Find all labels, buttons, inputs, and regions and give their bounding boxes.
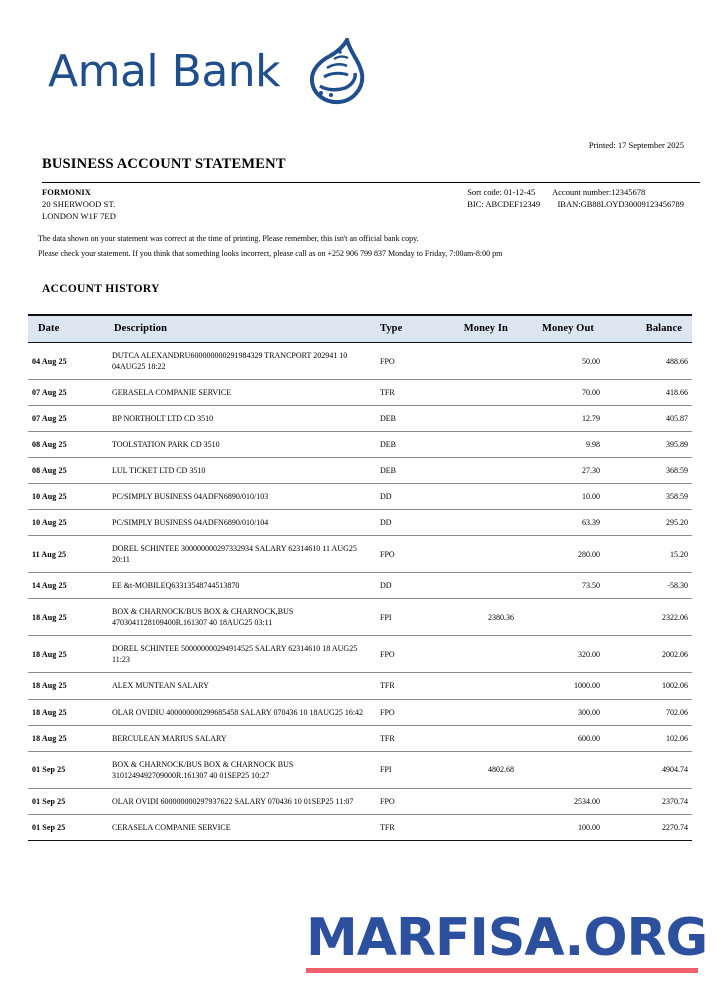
cell-description: BOX & CHARNOCK/BUS BOX & CHARNOCK BUS 3101249492709000R.161307 40 01SEP25 10:27	[108, 751, 376, 788]
cell-date: 01 Sep 25	[28, 814, 108, 840]
cell-balance: 2270.74	[604, 814, 692, 840]
cell-money-out: 280.00	[518, 536, 604, 573]
cell-date: 08 Aug 25	[28, 458, 108, 484]
cell-money-out: 1000.00	[518, 673, 604, 699]
cell-money-in	[432, 573, 518, 599]
cell-date: 07 Aug 25	[28, 380, 108, 406]
table-row	[28, 406, 692, 432]
cell-description: CERASELA COMPANIE SERVICE	[108, 814, 376, 840]
table-row	[28, 814, 692, 840]
cell-type: TFR	[376, 725, 432, 751]
cell-description: DOREL SCHINTEE 500000000294914525 SALARY 62314610 18 AUG25 11:23	[108, 636, 376, 673]
column-header-balance: Balance	[604, 315, 692, 343]
disclaimer-line-1: The data shown on your statement was correct at the time of printing. Please remember, this isn't an official bank copy.	[38, 234, 419, 243]
disclaimer-line-2: Please check your statement. If you think that something looks incorrect, please call as on +252 906 799 837 Monday to Friday, 7:00am-8:00 pm	[38, 248, 503, 258]
disclaimer-text	[38, 232, 696, 262]
cell-date: 10 Aug 25	[28, 484, 108, 510]
cell-description: PC/SIMPLY BUSINESS 04ADFN6890/010/104	[108, 510, 376, 536]
cell-money-in	[432, 788, 518, 814]
bic-label: BIC:	[467, 199, 484, 210]
cell-type: DD	[376, 484, 432, 510]
bank-logo	[48, 36, 368, 108]
cell-money-in	[432, 725, 518, 751]
cell-money-out: 73.50	[518, 573, 604, 599]
cell-money-out: 70.00	[518, 380, 604, 406]
cell-type: DD	[376, 510, 432, 536]
cell-description: EE &t-MOBILEQ63313548744513870	[108, 573, 376, 599]
cell-description: TOOLSTATION PARK CD 3510	[108, 432, 376, 458]
cell-money-in	[432, 673, 518, 699]
cell-money-in	[432, 380, 518, 406]
cell-money-out	[518, 751, 604, 788]
iban-label: IBAN:	[557, 199, 581, 210]
column-header-date: Date	[28, 315, 108, 343]
cell-balance: 102.06	[604, 725, 692, 751]
account-number-label: Account number:	[551, 187, 612, 197]
cell-description: BOX & CHARNOCK/BUS BOX & CHARNOCK,BUS 4703041128109400R.161307 40 18AUG25 03:11	[108, 599, 376, 636]
cell-money-in	[432, 699, 518, 725]
cell-balance: 2002.06	[604, 636, 692, 673]
cell-type: FPO	[376, 343, 432, 380]
bic-value: ABCDEF12349	[485, 199, 541, 210]
cell-date: 18 Aug 25	[28, 599, 108, 636]
cell-type: DEB	[376, 432, 432, 458]
column-header-type: Type	[376, 315, 432, 343]
cell-description: DOREL SCHINTEE 300000000297332934 SALARY 62314610 11 AUG25 20:11	[108, 536, 376, 573]
cell-description: BERCULEAN MARIUS SALARY	[108, 725, 376, 751]
table-row	[28, 725, 692, 751]
cell-type: FPO	[376, 636, 432, 673]
cell-money-in	[432, 536, 518, 573]
account-details-block	[42, 182, 700, 222]
cell-money-in	[432, 510, 518, 536]
cell-description: OLAR OVIDI 600000000297937622 SALARY 070436 10 01SEP25 11:07	[108, 788, 376, 814]
cell-date: 04 Aug 25	[28, 343, 108, 380]
cell-money-in	[432, 432, 518, 458]
cell-balance: 395.89	[604, 432, 692, 458]
column-header-money-out: Money Out	[518, 315, 604, 343]
account-number-value: 12345678	[611, 187, 646, 197]
cell-date: 01 Sep 25	[28, 751, 108, 788]
cell-date: 18 Aug 25	[28, 699, 108, 725]
cell-money-in: 4802.68	[432, 751, 518, 788]
cell-type: DEB	[376, 458, 432, 484]
cell-description: OLAR OVIDIU 400000000299685458 SALARY 070436 10 18AUG25 16:42	[108, 699, 376, 725]
cell-money-out: 50.00	[518, 343, 604, 380]
iban-value: GB88LOYD30009123456789	[580, 199, 684, 210]
cell-money-in	[432, 484, 518, 510]
cell-type: FPI	[376, 751, 432, 788]
cell-money-out: 12.79	[518, 406, 604, 432]
cell-date: 08 Aug 25	[28, 432, 108, 458]
cell-money-out: 100.00	[518, 814, 604, 840]
table-row	[28, 788, 692, 814]
cell-money-out: 27.30	[518, 458, 604, 484]
table-row	[28, 510, 692, 536]
table-row	[28, 458, 692, 484]
table-row	[28, 343, 692, 380]
cell-date: 14 Aug 25	[28, 573, 108, 599]
cell-date: 01 Sep 25	[28, 788, 108, 814]
cell-money-out: 320.00	[518, 636, 604, 673]
cell-balance: 4904.74	[604, 751, 692, 788]
cell-type: DEB	[376, 406, 432, 432]
cell-date: 07 Aug 25	[28, 406, 108, 432]
bank-name: Amal Bank	[48, 46, 281, 97]
watermark-text: MARFISA.ORG	[306, 908, 708, 968]
cell-type: TFR	[376, 380, 432, 406]
account-identifiers	[467, 186, 684, 222]
cell-money-out: 600.00	[518, 725, 604, 751]
cell-money-out: 2534.00	[518, 788, 604, 814]
table-row	[28, 573, 692, 599]
account-history-heading: ACCOUNT HISTORY	[42, 283, 160, 295]
table-row	[28, 673, 692, 699]
table-header	[28, 315, 692, 343]
cell-money-in	[432, 636, 518, 673]
page-title: BUSINESS ACCOUNT STATEMENT	[42, 156, 286, 172]
cell-balance: 15.20	[604, 536, 692, 573]
cell-date: 11 Aug 25	[28, 536, 108, 573]
cell-money-in	[432, 406, 518, 432]
cell-balance: -58.30	[604, 573, 692, 599]
cell-balance: 405.87	[604, 406, 692, 432]
cell-description: GERASELA COMPANIE SERVICE	[108, 380, 376, 406]
cell-money-in: 2380.36	[432, 599, 518, 636]
cell-money-in	[432, 814, 518, 840]
cell-date: 18 Aug 25	[28, 725, 108, 751]
table-body	[28, 343, 692, 841]
watermark	[306, 908, 708, 973]
cell-type: FPO	[376, 788, 432, 814]
cell-balance: 295.20	[604, 510, 692, 536]
cell-description: BP NORTHOLT LTD CD 3510	[108, 406, 376, 432]
cell-description: DUTCA ALEXANDRU600000000291984329 TRANCPORT 202941 10 04AUG25 18:22	[108, 343, 376, 380]
table-header-row	[28, 315, 692, 343]
cell-balance: 368.59	[604, 458, 692, 484]
account-holder-name: FORMONIX	[42, 187, 91, 197]
cell-type: DD	[376, 573, 432, 599]
cell-money-in	[432, 343, 518, 380]
cell-balance: 488.66	[604, 343, 692, 380]
sort-code-label: Sort code:	[467, 187, 502, 197]
table-row	[28, 599, 692, 636]
cell-description: ALEX MUNTEAN SALARY	[108, 673, 376, 699]
cell-money-in	[432, 458, 518, 484]
cell-date: 18 Aug 25	[28, 673, 108, 699]
table-row	[28, 536, 692, 573]
cell-money-out: 9.98	[518, 432, 604, 458]
cell-balance: 2322.06	[604, 599, 692, 636]
column-header-money-in: Money In	[432, 315, 518, 343]
cell-balance: 2370.74	[604, 788, 692, 814]
cell-date: 10 Aug 25	[28, 510, 108, 536]
cell-balance: 418.66	[604, 380, 692, 406]
table-row	[28, 699, 692, 725]
account-history-table-wrapper	[28, 314, 692, 841]
table-row	[28, 432, 692, 458]
cell-type: TFR	[376, 673, 432, 699]
account-history-table	[28, 314, 692, 841]
cell-money-out: 300.00	[518, 699, 604, 725]
cell-type: TFR	[376, 814, 432, 840]
address-line-1: 20 SHERWOOD ST.	[42, 199, 116, 210]
column-header-description: Description	[108, 315, 376, 343]
printed-date: Printed: 17 September 2025	[588, 140, 684, 150]
cell-balance: 1002.06	[604, 673, 692, 699]
cell-balance: 358.59	[604, 484, 692, 510]
sort-code-and-account-number	[467, 186, 684, 198]
cell-description: LUL TICKET LTD CD 3510	[108, 458, 376, 484]
cell-type: FPO	[376, 536, 432, 573]
watermark-rule	[306, 968, 698, 973]
account-holder-address	[42, 186, 116, 222]
sort-code-value: 01-12-45	[504, 187, 536, 197]
cell-date: 18 Aug 25	[28, 636, 108, 673]
cell-balance: 702.06	[604, 699, 692, 725]
cell-money-out: 10.00	[518, 484, 604, 510]
cell-money-out	[518, 599, 604, 636]
arabic-calligraphy-emblem-icon	[290, 38, 368, 106]
table-row	[28, 751, 692, 788]
bic-and-iban	[467, 198, 684, 210]
cell-money-out: 63.39	[518, 510, 604, 536]
cell-type: FPI	[376, 599, 432, 636]
cell-type: FPO	[376, 699, 432, 725]
address-line-2: LONDON W1F 7ED	[42, 211, 116, 222]
table-row	[28, 484, 692, 510]
table-row	[28, 380, 692, 406]
table-row	[28, 636, 692, 673]
cell-description: PC/SIMPLY BUSINESS 04ADFN6890/010/103	[108, 484, 376, 510]
